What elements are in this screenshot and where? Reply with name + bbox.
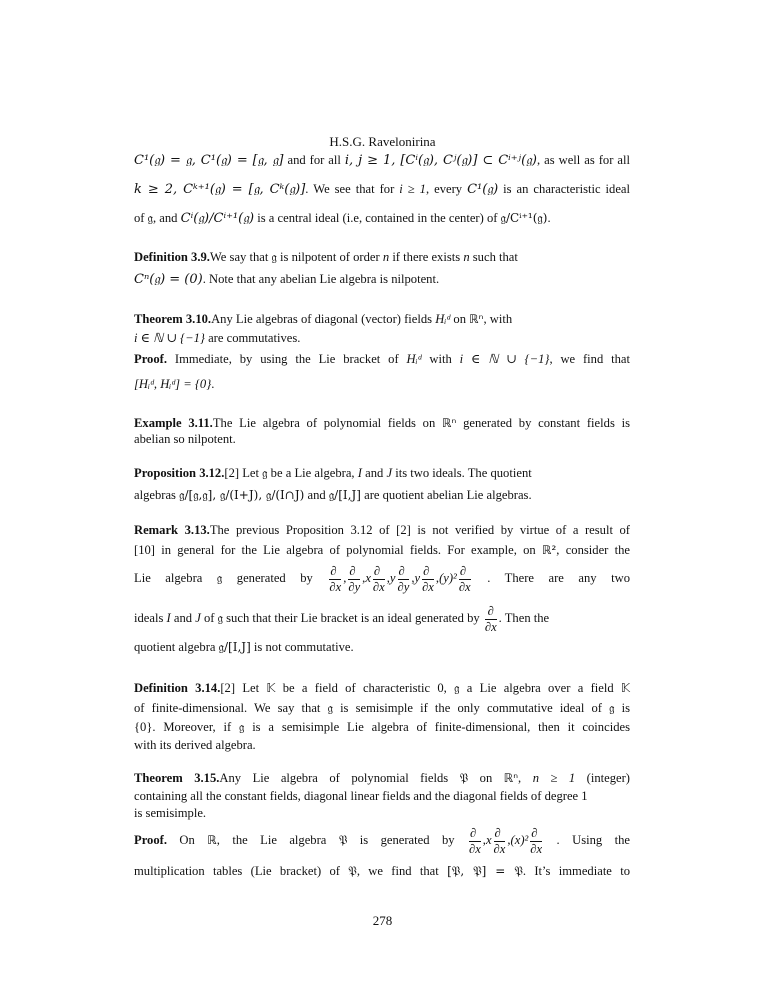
text: Any Lie algebras of diagonal (vector) fields bbox=[211, 312, 433, 326]
proof-label: Proof. bbox=[134, 352, 167, 366]
partial-x-fraction bbox=[373, 564, 385, 595]
text: , consider the bbox=[556, 543, 631, 557]
text: On bbox=[179, 833, 195, 847]
remark-3-13-line-3 bbox=[134, 560, 630, 596]
running-header: H.S.G. Ravelonirina bbox=[329, 134, 436, 149]
math: [Hᵢᵈ, Hᵢᵈ] = {0} bbox=[134, 377, 212, 391]
text: be a field of characteristic bbox=[282, 681, 431, 695]
math: n ≥ 1 bbox=[532, 771, 576, 785]
math: i ∈ ℕ ∪ {−1} bbox=[459, 352, 550, 366]
math: 0 bbox=[437, 681, 444, 695]
theorem-3-15-line-1 bbox=[134, 769, 630, 787]
generator-list bbox=[327, 563, 487, 594]
text: generated by bbox=[236, 571, 313, 585]
math: y bbox=[414, 571, 421, 585]
proposition-3-12-line-2 bbox=[134, 486, 630, 504]
math: 𝔤 bbox=[454, 681, 460, 695]
fraction-denominator: ∂x bbox=[329, 579, 342, 594]
text: is an characteristic ideal bbox=[503, 182, 631, 196]
comma: , bbox=[343, 571, 347, 585]
text: . Then the bbox=[498, 611, 550, 625]
intro-line-3 bbox=[134, 209, 630, 228]
text: . It’s immediate to bbox=[522, 864, 631, 878]
text: on bbox=[453, 312, 466, 326]
text: and bbox=[173, 611, 193, 625]
intro-line-1 bbox=[134, 151, 630, 170]
math: i ∈ ℕ ∪ {−1} bbox=[134, 331, 205, 345]
generator-list bbox=[467, 825, 557, 856]
text: . Using the bbox=[556, 833, 630, 847]
math: (y)² bbox=[439, 571, 457, 585]
fraction-numerator: ∂ bbox=[373, 564, 385, 580]
math: n bbox=[463, 250, 470, 264]
math: y bbox=[389, 571, 396, 585]
proof-3-15-line-2 bbox=[134, 862, 630, 880]
math: ℝⁿ bbox=[442, 416, 457, 430]
comma: , bbox=[362, 571, 366, 585]
math: 𝔓 bbox=[348, 864, 357, 878]
math: I bbox=[166, 611, 171, 625]
math: C¹(𝔤) = 𝔤, C¹(𝔤) = [𝔤, 𝔤] bbox=[134, 153, 284, 168]
comma: , bbox=[507, 833, 511, 847]
partial-x-fraction bbox=[485, 604, 497, 635]
text: on bbox=[479, 771, 493, 785]
text: be a Lie algebra, bbox=[270, 466, 355, 480]
text: [2] Let bbox=[224, 466, 260, 480]
text: quotient algebra bbox=[134, 640, 216, 654]
text: are commutatives. bbox=[208, 331, 301, 345]
math: 𝔓 bbox=[338, 833, 348, 847]
math: Hᵢᵈ bbox=[435, 312, 451, 326]
text: its two ideals. The quotient bbox=[395, 466, 532, 480]
fraction-denominator: ∂x bbox=[422, 579, 434, 594]
text: of finite-dimensional. We say that bbox=[134, 701, 321, 715]
math: J bbox=[386, 466, 393, 480]
math: I bbox=[357, 466, 362, 480]
fraction-denominator: ∂x bbox=[372, 579, 385, 594]
text: is generated by bbox=[359, 833, 455, 847]
partial-x-fraction bbox=[459, 564, 471, 595]
text: is not commutative. bbox=[253, 640, 354, 654]
partial-y-fraction bbox=[398, 564, 410, 595]
math: Hᵢᵈ bbox=[406, 352, 422, 366]
proposition-label: Proposition 3.12. bbox=[134, 466, 225, 480]
math: 𝔤 bbox=[609, 701, 615, 715]
theorem-3-10-line-1 bbox=[134, 310, 630, 328]
text: generated by constant fields is bbox=[463, 416, 630, 430]
math: 𝔤/Cⁱ⁺¹(𝔤) bbox=[500, 211, 548, 225]
math: 𝔤 bbox=[239, 720, 245, 734]
theorem-label: Theorem 3.10. bbox=[134, 312, 212, 326]
fraction-denominator: ∂x bbox=[530, 841, 543, 856]
text: algebras bbox=[134, 488, 176, 502]
text: . bbox=[211, 377, 215, 391]
math: 𝔤/[I,J] bbox=[218, 640, 251, 654]
text: with bbox=[429, 352, 452, 366]
math: {0} bbox=[134, 720, 153, 734]
definition-3-9-line-1 bbox=[134, 248, 630, 266]
math: 𝔤/[𝔤,𝔤], 𝔤/(I+J), 𝔤/(I∩J) bbox=[179, 488, 305, 502]
text: . Note that any abelian Lie algebra is nilpotent. bbox=[202, 272, 440, 286]
math: 𝔤 bbox=[147, 211, 153, 225]
fraction-numerator: ∂ bbox=[530, 826, 542, 842]
text: . bbox=[547, 211, 551, 225]
text: [10] in general for the Lie algebra of polynomial fields. For example, on bbox=[134, 543, 536, 557]
text: multiplication tables (Lie bracket) of bbox=[134, 864, 340, 878]
proposition-3-12-line-1 bbox=[134, 464, 630, 482]
definition-3-9-line-2 bbox=[134, 270, 630, 289]
math: 𝔤 bbox=[262, 466, 268, 480]
theorem-3-15-line-3: is semisimple. bbox=[134, 806, 207, 820]
comma: , bbox=[411, 571, 415, 585]
text: , every bbox=[425, 182, 463, 196]
fraction-numerator: ∂ bbox=[459, 564, 471, 580]
math: i, j ≥ 1, [Cⁱ(𝔤), Cʲ(𝔤)] ⊂ Cⁱ⁺ʲ(𝔤) bbox=[344, 153, 537, 168]
comma: , bbox=[435, 571, 440, 585]
definition-3-14-line-2 bbox=[134, 699, 630, 717]
text: . There are any two bbox=[487, 571, 630, 585]
theorem-3-10-line-2 bbox=[134, 329, 630, 347]
math: 𝔤 bbox=[216, 571, 223, 585]
math: 𝔤 bbox=[271, 250, 277, 264]
remark-3-13-line-5 bbox=[134, 638, 630, 656]
math: 𝔤 bbox=[217, 611, 223, 625]
math: k ≥ 2, Cᵏ⁺¹(𝔤) = [𝔤, Cᵏ(𝔤)] bbox=[134, 182, 306, 197]
fraction-denominator: ∂x bbox=[458, 579, 471, 594]
fraction-denominator: ∂y bbox=[348, 579, 361, 594]
text: and bbox=[365, 466, 384, 480]
text: Lie algebra bbox=[134, 571, 203, 585]
math: [𝔓, 𝔓] = 𝔓 bbox=[447, 864, 523, 878]
comma: , bbox=[386, 571, 390, 585]
proof-label: Proof. bbox=[134, 833, 167, 847]
example-label: Example 3.11. bbox=[134, 416, 213, 430]
text: , we find that bbox=[356, 864, 439, 878]
fraction-denominator: ∂y bbox=[397, 579, 410, 594]
fraction-numerator: ∂ bbox=[422, 564, 434, 580]
math: i ≥ 1 bbox=[399, 182, 426, 196]
text: , we find that bbox=[549, 352, 631, 366]
remark-3-13-line-1 bbox=[134, 521, 630, 539]
theorem-3-15-line-2 bbox=[134, 787, 630, 805]
fraction-denominator: ∂x bbox=[493, 841, 506, 856]
text: Any Lie algebra of polynomial fields bbox=[219, 771, 449, 785]
math: C¹(𝔤) bbox=[467, 182, 499, 197]
fraction-denominator: ∂x bbox=[484, 619, 497, 634]
text: , and bbox=[153, 211, 178, 225]
comma: , bbox=[482, 833, 486, 847]
fraction-numerator: ∂ bbox=[329, 564, 341, 580]
intro-line-2 bbox=[134, 180, 630, 199]
text: is a central ideal (i.e, contained in the center) of bbox=[257, 211, 498, 225]
math: n bbox=[382, 250, 390, 264]
text: a Lie algebra over a field bbox=[466, 681, 614, 695]
math: 𝕂 bbox=[266, 681, 276, 695]
math: ℝⁿ bbox=[503, 771, 519, 785]
text: , with bbox=[483, 312, 513, 326]
remark-3-13-line-4 bbox=[134, 600, 630, 636]
fraction-numerator: ∂ bbox=[469, 826, 481, 842]
partial-x-fraction bbox=[530, 826, 542, 857]
text: such that bbox=[472, 250, 518, 264]
math: x bbox=[365, 571, 371, 585]
remark-label: Remark 3.13. bbox=[134, 523, 210, 537]
partial-x-fraction bbox=[469, 826, 481, 857]
text: The Lie algebra of polynomial fields on bbox=[212, 416, 436, 430]
text: is a semisimple Lie algebra of finite-dimensional, then it coincides bbox=[252, 720, 630, 734]
math: ℝ² bbox=[541, 543, 557, 557]
partial-x-fraction bbox=[329, 564, 341, 595]
text: , bbox=[443, 681, 447, 695]
math: Cⁱ(𝔤)/Cⁱ⁺¹(𝔤) bbox=[180, 211, 255, 226]
text: We say that bbox=[209, 250, 269, 264]
example-3-11-line-2: abelian so nilpotent. bbox=[134, 432, 236, 446]
text: is nilpotent of order bbox=[280, 250, 380, 264]
text: containing all the constant fields, diagonal linear fields and the diagonal fields of degree bbox=[134, 789, 579, 803]
text: (integer) bbox=[586, 771, 630, 785]
text: , as well as for all bbox=[537, 153, 630, 167]
fraction-numerator: ∂ bbox=[494, 826, 506, 842]
text: Immediate, by using the Lie bracket of bbox=[174, 352, 399, 366]
text: is bbox=[621, 701, 630, 715]
text: of bbox=[134, 211, 145, 225]
partial-y-fraction bbox=[348, 564, 360, 595]
math: 𝔓 bbox=[459, 771, 469, 785]
math: x bbox=[485, 833, 492, 847]
math: J bbox=[195, 611, 201, 625]
definition-3-14-line-4: with its derived algebra. bbox=[134, 738, 256, 752]
theorem-label: Theorem 3.15. bbox=[134, 771, 220, 785]
text: such that their Lie bracket is an ideal generated by bbox=[226, 611, 480, 625]
text: and bbox=[307, 488, 326, 502]
math: (x)² bbox=[510, 833, 529, 847]
proof-3-15-line-1 bbox=[134, 822, 630, 858]
text: [2] Let bbox=[220, 681, 260, 695]
fraction-numerator: ∂ bbox=[485, 604, 497, 620]
proof-3-10-line-2 bbox=[134, 375, 630, 393]
text: and for all bbox=[287, 153, 341, 167]
page-number: 278 bbox=[372, 913, 393, 928]
math: 𝔤/[I,J] bbox=[328, 488, 361, 502]
remark-3-13-line-2 bbox=[134, 541, 630, 559]
definition-3-14-line-3 bbox=[134, 718, 630, 736]
text: of bbox=[204, 611, 215, 625]
text: , bbox=[518, 771, 522, 785]
partial-x-fraction bbox=[422, 564, 434, 595]
fraction-numerator: ∂ bbox=[348, 564, 360, 580]
math: ℝⁿ bbox=[469, 312, 484, 326]
text: . Moreover, if bbox=[152, 720, 232, 734]
text: ideals bbox=[134, 611, 164, 625]
text: The previous Proposition 3.12 of [2] is not verified by virtue of a result of bbox=[209, 523, 630, 537]
math: ℝ bbox=[207, 833, 217, 847]
math: 𝔤 bbox=[327, 701, 333, 715]
proof-3-10-line-1 bbox=[134, 350, 630, 368]
text: are quotient abelian Lie algebras. bbox=[364, 488, 532, 502]
text: if there exists bbox=[392, 250, 461, 264]
fraction-denominator: ∂x bbox=[468, 841, 481, 856]
text: is semisimple if the only commutative ideal of bbox=[340, 701, 602, 715]
fraction-numerator: ∂ bbox=[398, 564, 410, 580]
definition-label: Definition 3.9. bbox=[134, 250, 210, 264]
math: 𝕂 bbox=[620, 681, 631, 695]
partial-x-fraction bbox=[494, 826, 506, 857]
math: Cⁿ(𝔤) = (0) bbox=[134, 272, 203, 287]
definition-label: Definition 3.14. bbox=[134, 681, 221, 695]
definition-3-14-line-1 bbox=[134, 679, 630, 697]
text: , the Lie algebra bbox=[216, 833, 327, 847]
math: 1 bbox=[581, 789, 588, 803]
text: . We see that for bbox=[305, 182, 395, 196]
